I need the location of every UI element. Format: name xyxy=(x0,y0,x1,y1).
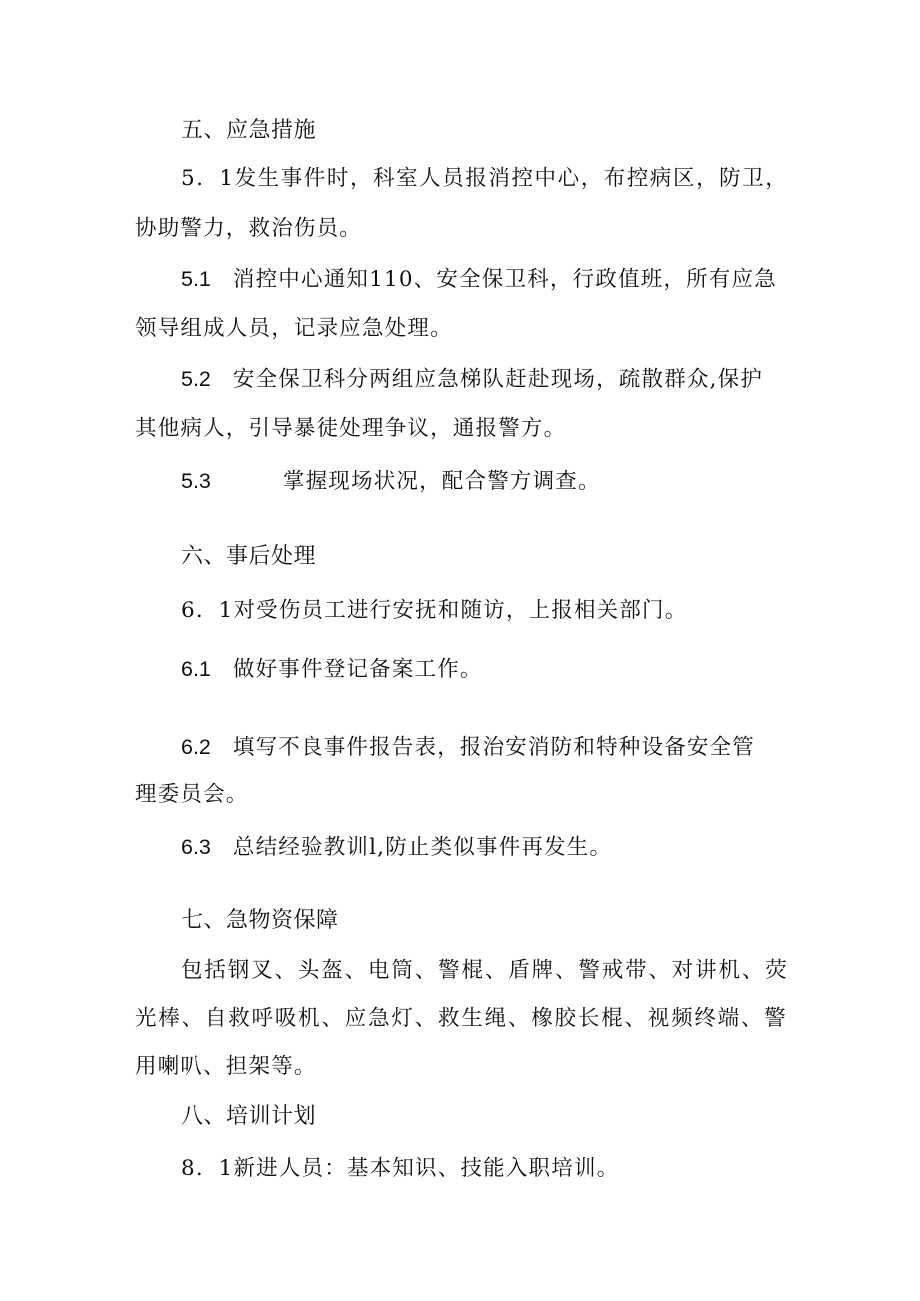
paragraph-5-2-line-1: 5.2 安全保卫科分两组应急梯队赶赴现场，疏散群众,保护 xyxy=(181,367,764,392)
paragraph-5-1b-line-1: 5.1 消控中心通知110、安全保卫科，行政值班，所有应急 xyxy=(181,267,777,292)
paragraph-5-3: 5.3 掌握现场状况，配合警方调查。 xyxy=(181,469,601,494)
paragraph-5-1b-line-2: 领导组成人员，记录应急处理。 xyxy=(135,316,453,341)
item-number: 5.1 xyxy=(181,267,211,291)
item-number: 5.2 xyxy=(181,367,211,391)
section-heading-aftermath: 六、事后处理 xyxy=(181,544,317,569)
paragraph-5-1-line-2: 协助警力，救治伤员。 xyxy=(135,216,363,241)
paragraph-6-1b: 6.1 做好事件登记备案工作。 xyxy=(181,657,483,682)
paragraph-6-3: 6.3 总结经验教训l,防止类似事件再发生。 xyxy=(181,835,613,860)
item-number: 5.3 xyxy=(181,469,211,493)
item-number: 6.2 xyxy=(181,735,211,759)
section-heading-emergency-measures: 五、应急措施 xyxy=(181,118,317,143)
section-heading-emergency-supplies: 七、急物资保障 xyxy=(181,908,339,933)
paragraph-6-2-line-1: 6.2 填写不良事件报告表，报治安消防和特种设备安全管 xyxy=(181,735,755,760)
paragraph-5-1-line-1: 5．1发生事件时，科室人员报消控中心，布控病区，防卫， xyxy=(181,166,788,191)
paragraph-5-2-line-2: 其他病人，引导暴徒处理争议，通报警方。 xyxy=(135,416,567,441)
paragraph-8-1: 8．1新进人员：基本知识、技能入职培训。 xyxy=(181,1156,620,1181)
paragraph-6-2-line-2: 理委员会。 xyxy=(135,782,249,807)
supplies-line-1: 包括钢叉、头盔、电筒、警棍、盾牌、警戒带、对讲机、荧 xyxy=(181,958,788,983)
item-number: 6.3 xyxy=(181,835,211,859)
supplies-line-2: 光棒、自救呼吸机、应急灯、救生绳、橡胶长棍、视频终端、警 xyxy=(135,1006,787,1031)
supplies-line-3: 用喇叭、担架等。 xyxy=(135,1054,317,1079)
paragraph-6-1: 6．1对受伤员工进行安抚和随访，上报相关部门。 xyxy=(181,598,688,623)
section-heading-training-plan: 八、培训计划 xyxy=(181,1104,317,1129)
item-number: 6.1 xyxy=(181,657,211,681)
